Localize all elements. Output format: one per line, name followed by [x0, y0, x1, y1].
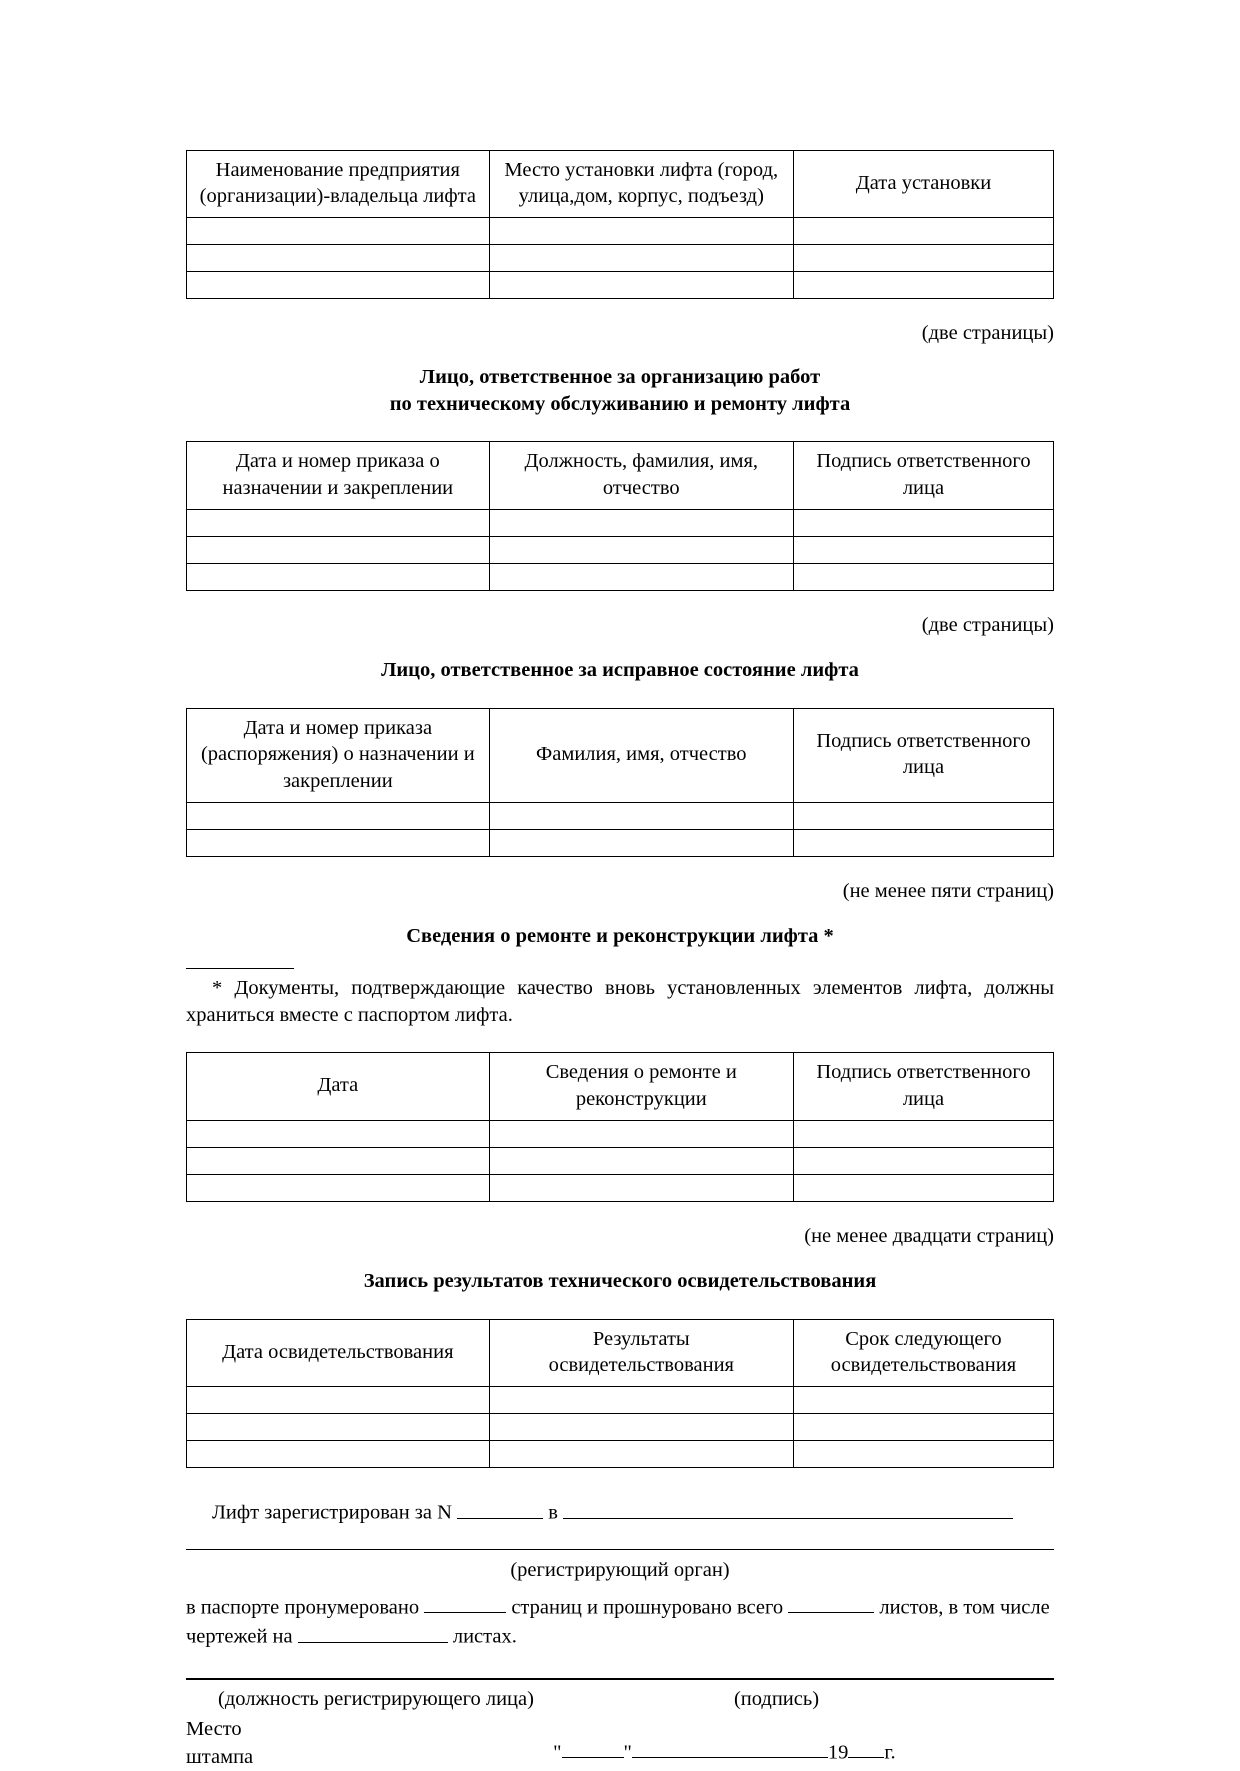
stamp-place-line-1: Место — [186, 1717, 242, 1740]
signature-separator-rule — [186, 1678, 1054, 1680]
cell-signature[interactable] — [793, 536, 1053, 563]
date-year-prefix: 19 — [827, 1741, 849, 1764]
cell-install-place[interactable] — [489, 272, 793, 299]
cell-install-date[interactable] — [793, 272, 1053, 299]
table-header-row — [187, 1053, 1054, 1120]
signature-captions — [186, 1685, 1054, 1714]
note-pages-owner: (две страницы) — [921, 322, 1054, 345]
registration-number-field[interactable] — [457, 1498, 543, 1518]
footnote-repair-info — [186, 975, 1054, 1028]
date-quote-close: " — [623, 1741, 632, 1764]
document-content — [186, 150, 1054, 1771]
drawings-sheets-field[interactable] — [298, 1622, 448, 1642]
registration-in-label: в — [548, 1501, 558, 1524]
cell-order-date-number[interactable] — [187, 802, 490, 829]
stamp-place-label — [186, 1716, 253, 1771]
cell-install-date[interactable] — [793, 218, 1053, 245]
cell-survey-date[interactable] — [187, 1441, 490, 1468]
table-row[interactable] — [187, 1120, 1054, 1147]
caption-signature: (подпись) — [733, 1687, 820, 1710]
cell-survey-results[interactable] — [489, 1414, 793, 1441]
sheets-bound-field[interactable] — [788, 1593, 874, 1613]
cell-survey-date[interactable] — [187, 1387, 490, 1414]
table-row[interactable] — [187, 509, 1054, 536]
cell-survey-date[interactable] — [187, 1414, 490, 1441]
cell-next-survey[interactable] — [793, 1414, 1053, 1441]
table-header-row — [187, 1319, 1054, 1386]
cell-order-date-number[interactable] — [187, 509, 490, 536]
registration-organ-caption: (регистрирующий орган) — [510, 1558, 730, 1581]
cell-next-survey[interactable] — [793, 1441, 1053, 1468]
cell-full-name[interactable] — [489, 829, 793, 856]
table-row[interactable] — [187, 1147, 1054, 1174]
drawings-label: чертежей на — [186, 1625, 293, 1648]
cell-signature[interactable] — [793, 1174, 1053, 1201]
table-row[interactable] — [187, 563, 1054, 590]
caption-registering-person-position: (должность регистрирующего лица) — [218, 1687, 534, 1710]
cell-signature[interactable] — [793, 563, 1053, 590]
drawings-sheets-label: листах. — [452, 1625, 517, 1648]
column-header-next-survey: Срок следующего освидетельствования — [793, 1319, 1053, 1386]
registration-number-line — [212, 1498, 1054, 1528]
cell-signature[interactable] — [793, 1120, 1053, 1147]
pages-numbered-label: в паспорте пронумеровано — [186, 1596, 420, 1619]
column-header-survey-date: Дата освидетельствования — [187, 1319, 490, 1386]
cell-survey-results[interactable] — [489, 1387, 793, 1414]
cell-next-survey[interactable] — [793, 1387, 1053, 1414]
cell-order-date-number[interactable] — [187, 563, 490, 590]
stamp-and-date-row — [186, 1716, 1054, 1771]
table-row[interactable] — [187, 829, 1054, 856]
column-header-signature: Подпись ответственного лица — [793, 1053, 1053, 1120]
column-header-order-date-number: Дата и номер приказа о назначении и закреплении — [187, 442, 490, 509]
cell-order-date-number[interactable] — [187, 829, 490, 856]
cell-date[interactable] — [187, 1174, 490, 1201]
heading-line-1: Лицо, ответственное за организацию работ — [419, 366, 821, 389]
cell-install-place[interactable] — [489, 245, 793, 272]
heading-technical-survey: Запись результатов технического освидетельствования — [363, 1270, 877, 1293]
cell-order-date-number[interactable] — [187, 536, 490, 563]
cell-date[interactable] — [187, 1120, 490, 1147]
registration-organ-field-continued[interactable] — [186, 1530, 1054, 1550]
table-row[interactable] — [187, 536, 1054, 563]
heading-repair-info: Сведения о ремонте и реконструкции лифта * — [406, 925, 834, 948]
pages-numbered-field[interactable] — [424, 1593, 506, 1613]
footnote-text: * Документы, подтверждающие качество вновь установленных элементов лифта, должны храниться вместе с паспортом лифта. — [186, 976, 1054, 1026]
registration-block — [186, 1498, 1054, 1771]
heading-responsible-condition: Лицо, ответственное за исправное состояние лифта — [381, 659, 859, 682]
cell-repair-details[interactable] — [489, 1174, 793, 1201]
cell-date[interactable] — [187, 1147, 490, 1174]
cell-signature[interactable] — [793, 1147, 1053, 1174]
table-row[interactable] — [187, 272, 1054, 299]
cell-owner-name[interactable] — [187, 272, 490, 299]
column-header-order-date-number: Дата и номер приказа (распоряжения) о назначении и закреплении — [187, 709, 490, 803]
cell-owner-name[interactable] — [187, 245, 490, 272]
table-technical-survey — [186, 1319, 1054, 1468]
cell-survey-results[interactable] — [489, 1441, 793, 1468]
cell-repair-details[interactable] — [489, 1120, 793, 1147]
cell-repair-details[interactable] — [489, 1147, 793, 1174]
cell-position-name[interactable] — [489, 536, 793, 563]
date-year-suffix: г. — [884, 1741, 896, 1764]
sheets-including-label: листов, в том числе — [879, 1596, 1050, 1619]
stamp-place-line-2: штампа — [186, 1745, 254, 1768]
date-year-field[interactable] — [848, 1738, 884, 1758]
table-header-row — [187, 442, 1054, 509]
table-row[interactable] — [187, 218, 1054, 245]
column-header-survey-results: Результаты освидетельствования — [489, 1319, 793, 1386]
note-pages-condition: (не менее пяти страниц) — [842, 879, 1054, 902]
table-responsible-maintenance — [186, 441, 1054, 590]
table-row[interactable] — [187, 1174, 1054, 1201]
cell-signature[interactable] — [793, 802, 1053, 829]
cell-signature[interactable] — [793, 509, 1053, 536]
column-header-full-name: Фамилия, имя, отчество — [489, 709, 793, 803]
cell-position-name[interactable] — [489, 509, 793, 536]
note-pages-repair: (не менее двадцати страниц) — [804, 1224, 1054, 1247]
cell-full-name[interactable] — [489, 802, 793, 829]
column-header-signature: Подпись ответственного лица — [793, 442, 1053, 509]
spacer — [186, 684, 1054, 708]
registration-organ-field[interactable] — [563, 1498, 1013, 1518]
table-row[interactable] — [187, 1441, 1054, 1468]
column-header-signature: Подпись ответственного лица — [793, 709, 1053, 803]
heading-line-2: по техническому обслуживанию и ремонту лифта — [389, 392, 851, 415]
date-quote-open: " — [553, 1741, 562, 1764]
registration-number-label: Лифт зарегистрирован за N — [212, 1501, 452, 1524]
table-repair-info — [186, 1052, 1054, 1201]
heading-responsible-maintenance — [186, 364, 1054, 417]
date-day-field[interactable] — [562, 1738, 624, 1758]
spacer — [186, 417, 1054, 441]
spacer — [186, 1295, 1054, 1319]
pages-bound-label: страниц и прошнуровано всего — [511, 1596, 784, 1619]
date-month-field[interactable] — [632, 1738, 828, 1758]
table-row[interactable] — [187, 245, 1054, 272]
cell-signature[interactable] — [793, 829, 1053, 856]
column-header-install-date: Дата установки — [793, 151, 1053, 218]
column-header-owner-name: Наименование предприятия (организации)-владельца лифта — [187, 151, 490, 218]
column-header-position-name: Должность, фамилия, имя, отчество — [489, 442, 793, 509]
cell-owner-name[interactable] — [187, 218, 490, 245]
table-header-row — [187, 151, 1054, 218]
spacer — [186, 1028, 1054, 1052]
column-header-repair-details: Сведения о ремонте и реконструкции — [489, 1053, 793, 1120]
column-header-date: Дата — [187, 1053, 490, 1120]
note-pages-maintenance: (две страницы) — [921, 613, 1054, 636]
table-responsible-condition — [186, 708, 1054, 857]
registration-date-line — [553, 1738, 895, 1768]
cell-install-date[interactable] — [793, 245, 1053, 272]
table-row[interactable] — [187, 802, 1054, 829]
cell-install-place[interactable] — [489, 218, 793, 245]
footnote-separator — [186, 968, 294, 969]
table-row[interactable] — [187, 1387, 1054, 1414]
registration-body — [186, 1593, 1054, 1652]
table-header-row — [187, 709, 1054, 803]
column-header-install-place: Место установки лифта (город, улица,дом, корпус, подъезд) — [489, 151, 793, 218]
table-owner — [186, 150, 1054, 299]
table-row[interactable] — [187, 1414, 1054, 1441]
cell-position-name[interactable] — [489, 563, 793, 590]
